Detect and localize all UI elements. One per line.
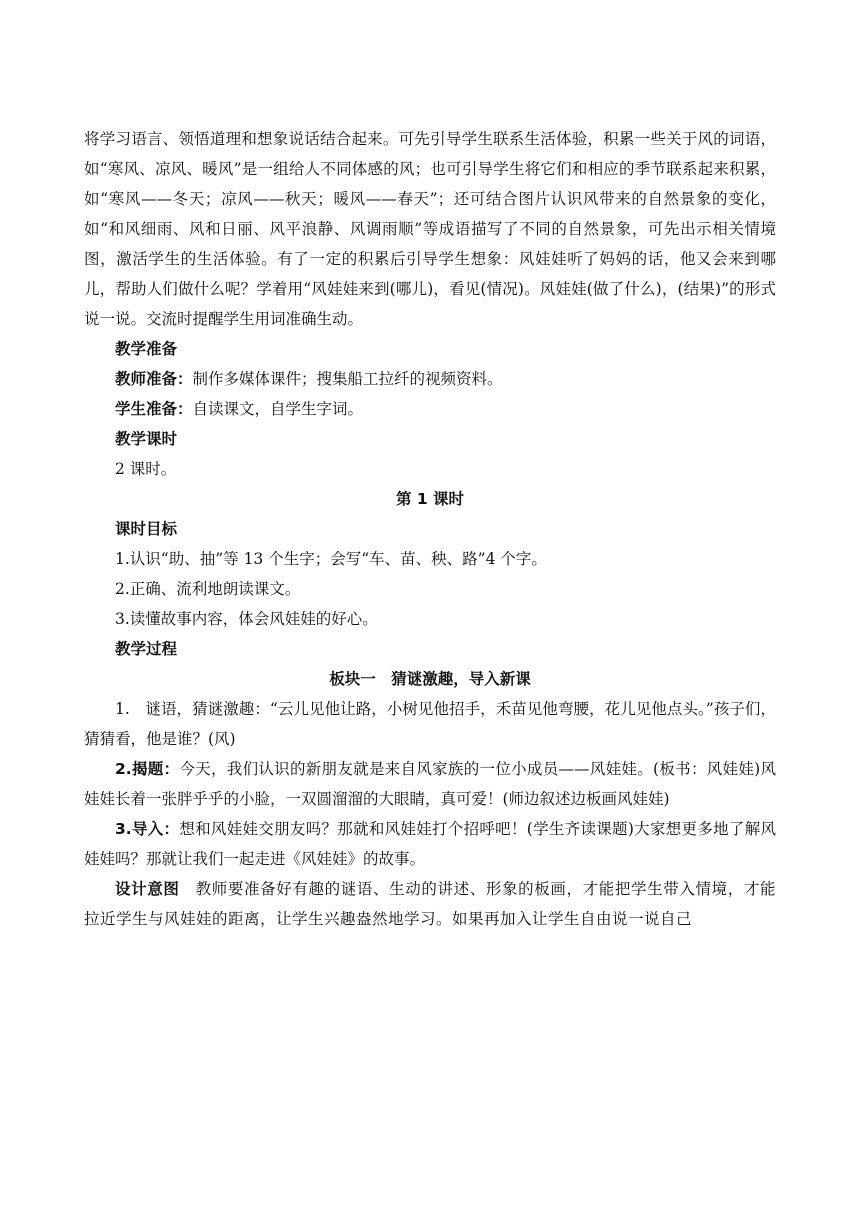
goal-item: 2.正确、流利地朗读课文。 bbox=[115, 580, 301, 598]
teacher-prep-text: 制作多媒体课件；搜集船工拉纤的视频资料。 bbox=[192, 370, 503, 388]
goals-heading: 课时目标 bbox=[115, 520, 178, 538]
intro-paragraph: 将学习语言、领悟道理和想象说话结合起来。可先引导学生联系生活体验，积累一些关于风的词语，如“寒风、凉风、暖风”是一组给人不同体感的风；也可引导学生将它们和相应的季节联系起来积累，如“寒风——冬天；凉风——秋天；暖风——春天”；还可结合图片认识风带来的自然景象的变化，如“和风细雨、风和日丽、风平浪静、风调雨顺”等成语描写了不同的自然景象，可先出示相关情境图，激活学生的生活体验。有了一定的积累后引导学生想象：风娃娃听了妈妈的话，他又会来到哪儿，帮助人们做什么呢？学着用“风娃娃来到(哪儿)，看见(情况)。风娃娃(做了什么)，(结果)”的形式说一说。交流时提醒学生用词准确生动。 bbox=[84, 130, 776, 328]
step-paragraph bbox=[84, 814, 776, 874]
lesson-title: 第 1 课时 bbox=[395, 490, 465, 508]
student-prep-label: 学生准备： bbox=[115, 400, 193, 418]
teacher-prep-label: 教师准备： bbox=[115, 370, 193, 388]
goal-item: 1.认识“助、抽”等 13 个生字；会写“车、苗、秧、路”4 个字。 bbox=[115, 550, 547, 568]
step-label: 1. 谜语，猜谜激趣： bbox=[115, 700, 270, 718]
step-label: 2.揭题： bbox=[115, 760, 180, 778]
step-paragraph bbox=[84, 694, 776, 754]
design-intent-label: 设计意图 bbox=[115, 880, 180, 898]
class-hours-heading: 教学课时 bbox=[115, 430, 178, 448]
step-paragraph bbox=[84, 754, 776, 814]
student-prep-text: 自读课文，自学生字词。 bbox=[192, 400, 364, 418]
step-text: 想和风娃娃交朋友吗？那就和风娃娃打个招呼吧！(学生齐读课题)大家想更多地了解风娃娃吗？那就让我们一起走进《风娃娃》的故事。 bbox=[84, 820, 776, 868]
page-content bbox=[84, 124, 776, 934]
step-label: 3.导入： bbox=[115, 820, 180, 838]
teacher-prep-line bbox=[84, 364, 776, 394]
design-intent-text: 教师要准备好有趣的谜语、生动的讲述、形象的板画，才能把学生带入情境，才能拉近学生与风娃娃的距离，让学生兴趣盎然地学习。如果再加入让学生自由说一说自己 bbox=[84, 880, 776, 928]
process-heading: 教学过程 bbox=[115, 640, 178, 658]
class-hours-text: 2 课时。 bbox=[115, 460, 177, 478]
design-intent-paragraph bbox=[84, 874, 776, 934]
student-prep-line bbox=[84, 394, 776, 424]
step-text: 今天，我们认识的新朋友就是来自风家族的一位小成员——风娃娃。(板书：风娃娃)风娃娃长着一张胖乎乎的小脸，一双圆溜溜的大眼睛，真可爱！(师边叙述边板画风娃娃) bbox=[84, 760, 776, 808]
step-text: “云儿见他让路，小树见他招手，禾苗见他弯腰，花儿见他点头。”孩子们，猜猜看，他是谁？(风) bbox=[84, 700, 776, 748]
block-title: 板块一 猜谜激趣，导入新课 bbox=[329, 670, 531, 688]
goal-item: 3.读懂故事内容，体会风娃娃的好心。 bbox=[115, 610, 378, 628]
teaching-prep-heading: 教学准备 bbox=[115, 340, 178, 358]
